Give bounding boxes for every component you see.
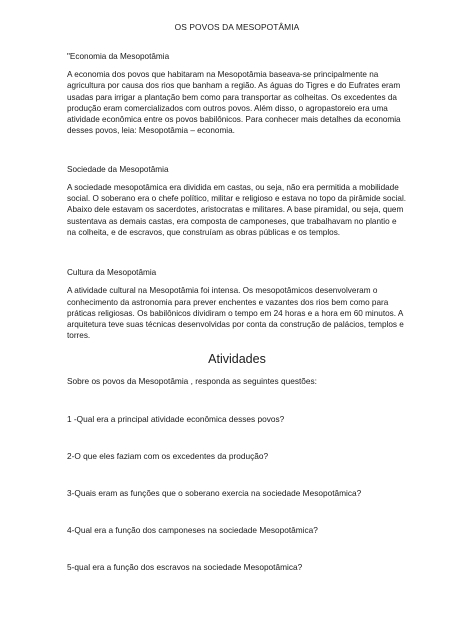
- section-heading-economia: "Economia da Mesopotâmia: [67, 52, 170, 61]
- activities-title: Atividades: [208, 351, 266, 366]
- document-title: OS POVOS DA MESOPOTÂMIA: [174, 22, 300, 32]
- activities-intro: Sobre os povos da Mesopotâmia , responda as seguintes questões:: [67, 375, 317, 386]
- section-cultura: [67, 268, 407, 341]
- activities-section: [67, 352, 407, 572]
- section-heading-sociedade: Sociedade da Mesopotâmia: [67, 164, 169, 174]
- question-1: 1 -Qual era a principal atividade econômica desses povos?: [67, 413, 285, 424]
- question-5: 5-qual era a função dos escravos na sociedade Mesopotâmica?: [67, 561, 303, 572]
- section-heading-cultura: Cultura da Mesopotâmia: [67, 268, 157, 278]
- question-2: 2-O que eles faziam com os excedentes da produção?: [67, 450, 269, 461]
- document-page: [67, 22, 407, 599]
- question-3: 3-Quais eram as funções que o soberano exercia na sociedade Mesopotâmica?: [67, 487, 362, 498]
- section-economia: [67, 52, 407, 137]
- section-sociedade: [67, 165, 407, 238]
- section-paragraph-cultura: A atividade cultural na Mesopotâmia foi intensa. Os mesopotâmicos desenvolveram o conhecimento da astronomia para prever enchentes e vazantes dos rios bem como para práticas religiosas. Os babilônicos dividiram o tempo em 24 horas e a hora em 60 minutos. A arquitetura teve suas técnicas desenvolvidas por conta da construção de palácios, templos e torres.: [67, 286, 404, 341]
- section-paragraph-economia: A economia dos povos que habitaram na Mesopotâmia baseava-se principalmente na agricultura por causa dos rios que banham a região. As águas do Tigres e do Eufrates eram usadas para irrigar a plantação bem como para transportar as colheitas. Os excedentes da produção eram comercializados com outros povos. Além disso, o agropastoreio era uma atividade econômica entre os povos babilônicos. Para conhecer mais detalhes da economia desses povos, leia: Mesopotâmia – economia.: [67, 70, 401, 136]
- question-4: 4-Qual era a função dos camponeses na sociedade Mesopotâmica?: [67, 524, 318, 535]
- section-paragraph-sociedade: A sociedade mesopotâmica era dividida em castas, ou seja, não era permitida a mobilidade social. O soberano era o chefe político, militar e religioso e estava no topo da pirâmide social. Abaixo dele estavam os sacerdotes, aristocratas e militares. A base piramidal, ou seja, quem sustentava as demais castas, era composta de camponeses, que trabalhavam no plantio e na colheita, e de escravos, que construíam as obras públicas e os templos.: [67, 182, 407, 237]
